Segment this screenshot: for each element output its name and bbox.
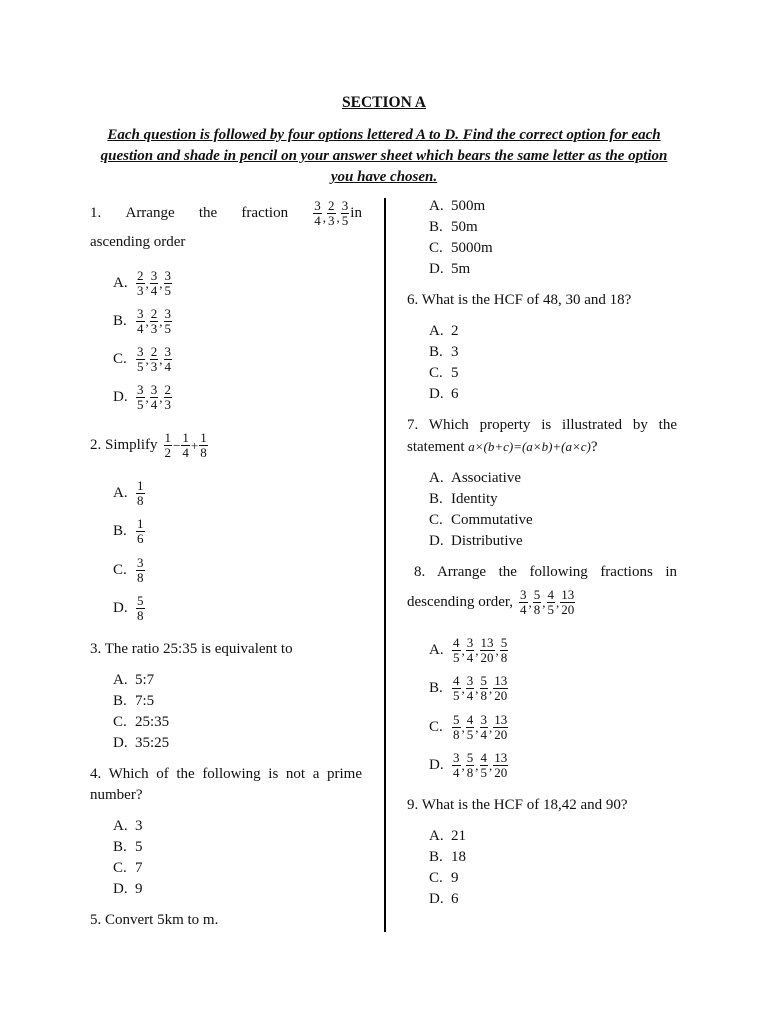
numerator: 3: [466, 673, 474, 689]
option-d[interactable]: [113, 733, 362, 754]
fraction: [136, 383, 145, 412]
option-letter: C.: [113, 350, 127, 367]
numerator: 3: [150, 267, 158, 283]
question-2: [90, 428, 362, 628]
option-d[interactable]: D. $\frac{3}{5}$ , $\frac{3}{4}$ , $\frac{2}{3}$: [113, 381, 171, 412]
option-text: Distributive: [451, 533, 523, 549]
denominator: 5: [480, 765, 487, 781]
numerator: 1: [137, 477, 144, 493]
numerator: 4: [453, 634, 460, 650]
option-d[interactable]: [429, 384, 677, 405]
section-title: SECTION A: [342, 94, 426, 111]
question-text: statement: [407, 439, 465, 455]
option-c[interactable]: [429, 868, 677, 889]
numerator: 1: [164, 429, 172, 445]
numerator: 1: [200, 429, 207, 445]
question-9: [407, 795, 677, 910]
fraction: [164, 345, 173, 374]
question-6: [407, 290, 677, 405]
numerator: 1: [182, 429, 189, 445]
option-text: 50m: [451, 219, 478, 235]
operator: −: [173, 437, 181, 453]
question-1: [90, 196, 362, 416]
question-text: descending order,: [407, 593, 514, 610]
option-letter: B.: [113, 693, 127, 709]
denominator: 5: [164, 282, 171, 298]
denominator: 8: [137, 608, 144, 624]
denominator: 8: [200, 444, 207, 460]
question-8: [407, 562, 677, 785]
denominator: 4: [164, 358, 171, 374]
option-letter: B.: [113, 839, 127, 855]
option-letter: A.: [429, 828, 444, 844]
question-7: [407, 415, 677, 552]
right-column: [407, 196, 677, 910]
question-text: 6. What is the HCF of 48, 30 and 18?: [407, 292, 632, 308]
denominator: 5: [453, 649, 460, 665]
fraction: [341, 199, 350, 228]
option-text: 25:35: [135, 714, 170, 730]
option-b[interactable]: B. $\frac{3}{4}$ , $\frac{2}{3}$ , $\frac{3}{5}$: [113, 305, 171, 336]
option-text: 35:25: [135, 735, 170, 751]
fraction: [560, 588, 575, 617]
fraction: [480, 751, 489, 780]
option-letter: A.: [429, 198, 444, 214]
math-expression: a×(b+c)=(a×b)+(a×c): [468, 439, 591, 454]
denominator: 4: [453, 765, 460, 781]
option-c[interactable]: [429, 363, 677, 384]
option-d[interactable]: [113, 590, 362, 629]
question-text: 3. The ratio 25:35 is equivalent to: [90, 641, 293, 657]
fraction: [164, 383, 173, 412]
option-letter: A.: [113, 818, 128, 834]
option-d[interactable]: [429, 259, 677, 280]
denominator: 8: [453, 726, 460, 742]
option-letter: D.: [113, 600, 128, 617]
option-text: Identity: [451, 491, 498, 507]
option-letter: C.: [429, 870, 443, 886]
option-text: 5: [135, 839, 143, 855]
fraction: [533, 588, 542, 617]
numerator: 3: [164, 305, 171, 321]
option-letter: D.: [429, 757, 444, 774]
denominator: 20: [494, 688, 508, 704]
option-b[interactable]: [429, 847, 677, 868]
option-letter: A.: [429, 323, 444, 339]
fraction: [181, 431, 190, 460]
option-b[interactable]: [113, 837, 362, 858]
numerator: 4: [466, 711, 474, 727]
denominator: 20: [494, 726, 508, 742]
fraction: [136, 345, 145, 374]
option-a[interactable]: [113, 816, 362, 837]
option-c[interactable]: [429, 238, 677, 259]
instructions: Each question is followed by four options lettered A to D. Find the correct option for each question and shade in pencil on your answer sheet which bears the same letter as the option you have chosen.: [100, 127, 668, 185]
question-text: 8. Arrange the following fractions in: [414, 564, 677, 580]
denominator: 5: [137, 396, 144, 412]
option-letter: B.: [429, 219, 443, 235]
denominator: 4: [466, 649, 474, 665]
option-letter: D.: [429, 533, 444, 549]
numerator: 3: [150, 381, 158, 397]
option-a[interactable]: [429, 321, 677, 342]
operator: +: [190, 437, 199, 453]
numerator: 2: [137, 267, 144, 283]
option-a[interactable]: [113, 670, 362, 691]
option-text: 7: [135, 860, 143, 876]
numerator: 13: [494, 750, 508, 766]
fraction: [500, 636, 509, 665]
option-c[interactable]: [429, 510, 677, 531]
denominator: 2: [164, 444, 172, 460]
numerator: 3: [137, 554, 144, 570]
option-text: 9: [451, 870, 459, 886]
option-text: 5000m: [451, 240, 493, 256]
numerator: 5: [500, 634, 508, 650]
option-text: 5:7: [135, 672, 155, 688]
denominator: 4: [137, 320, 144, 336]
fraction: [519, 588, 528, 617]
numerator: 3: [164, 267, 171, 283]
numerator: 2: [164, 381, 171, 397]
question-text: 5. Convert 5km to m.: [90, 912, 219, 928]
option-b[interactable]: [429, 217, 677, 238]
numerator: 2: [150, 343, 158, 359]
numerator: 2: [328, 197, 335, 213]
denominator: 20: [480, 649, 494, 665]
option-letter: A.: [113, 274, 128, 291]
option-letter: D.: [429, 386, 444, 402]
fraction: [480, 713, 489, 742]
numerator: 4: [453, 673, 460, 689]
fraction: [466, 674, 475, 703]
numerator: 3: [520, 586, 527, 602]
option-a[interactable]: [429, 826, 677, 847]
option-a[interactable]: A. $\frac{4}{5}$ , $\frac{3}{4}$ , $\frac{13}{20}$ , $\frac{5}{8}$: [429, 634, 508, 665]
question-text: 9. What is the HCF of 18,42 and 90?: [407, 797, 628, 813]
option-text: 9: [135, 881, 143, 897]
option-text: 2: [451, 323, 459, 339]
option-c[interactable]: [113, 712, 362, 733]
option-d[interactable]: [429, 889, 677, 910]
option-letter: A.: [429, 470, 444, 486]
question-text: 7. Which property is illustrated by the: [407, 417, 677, 433]
fraction: [164, 307, 173, 336]
denominator: 5: [341, 212, 349, 228]
numerator: 5: [466, 750, 474, 766]
numerator: 4: [480, 750, 487, 766]
option-letter: C.: [113, 561, 127, 578]
option-c[interactable]: [113, 551, 362, 590]
option-c[interactable]: C. $\frac{3}{5}$ , $\frac{2}{3}$ , $\frac{3}{4}$: [113, 343, 171, 374]
numerator: 2: [150, 305, 158, 321]
denominator: 3: [150, 320, 158, 336]
denominator: 4: [150, 282, 158, 298]
numerator: 5: [480, 673, 487, 689]
numerator: 3: [314, 197, 321, 213]
option-text: Associative: [451, 470, 521, 486]
denominator: 5: [466, 726, 474, 742]
option-text: 6: [451, 891, 459, 907]
question-3: [90, 639, 362, 754]
numerator: 5: [137, 593, 144, 609]
question-6-options: [429, 321, 677, 405]
denominator: 6: [137, 531, 144, 547]
word: Arrange: [125, 204, 175, 221]
fraction: [150, 307, 159, 336]
question-2-options: [113, 474, 362, 628]
fraction: [493, 674, 508, 703]
option-letter: B.: [113, 312, 127, 329]
option-letter: D.: [113, 881, 128, 897]
denominator: 4: [182, 444, 189, 460]
column-divider: [384, 198, 386, 932]
fraction: [199, 431, 208, 460]
question-1-options: [113, 264, 362, 416]
denominator: 8: [137, 569, 144, 585]
option-text: 5m: [451, 261, 471, 277]
fraction: [493, 713, 508, 742]
option-letter: D.: [429, 261, 444, 277]
option-letter: B.: [429, 344, 443, 360]
option-letter: B.: [429, 849, 443, 865]
fraction: [164, 269, 173, 298]
fraction: [452, 713, 461, 742]
numerator: 13: [480, 634, 494, 650]
fraction: [136, 594, 145, 623]
denominator: 3: [150, 358, 158, 374]
fraction: [466, 751, 475, 780]
fraction: [466, 713, 475, 742]
denominator: 20: [494, 765, 508, 781]
option-b[interactable]: [429, 342, 677, 363]
fraction: [480, 636, 495, 665]
denominator: 5: [164, 320, 171, 336]
fraction: [466, 636, 475, 665]
denominator: 5: [137, 358, 144, 374]
question-number: 1.: [90, 204, 102, 221]
denominator: 8: [466, 765, 474, 781]
numerator: 3: [137, 305, 144, 321]
denominator: 3: [164, 396, 171, 412]
fraction: [150, 345, 159, 374]
denominator: 3: [328, 212, 335, 228]
option-letter: D.: [113, 735, 128, 751]
numerator: 3: [164, 343, 171, 359]
fraction: [164, 431, 173, 460]
option-letter: C.: [113, 714, 127, 730]
fraction-list: $\frac{3}{4}$ , $\frac{2}{3}$ , $\frac{3}{5}$ in: [314, 197, 362, 228]
numerator: 1: [137, 516, 144, 532]
numerator: 3: [137, 381, 144, 397]
word: in: [350, 204, 362, 221]
denominator: 5: [453, 688, 460, 704]
option-letter: C.: [429, 365, 443, 381]
question-text: 4. Which of the following is not a prime number?: [90, 766, 362, 803]
option-letter: C.: [429, 240, 443, 256]
numerator: 3: [341, 197, 349, 213]
option-b[interactable]: [429, 489, 677, 510]
denominator: 20: [561, 601, 575, 617]
denominator: 4: [466, 688, 474, 704]
option-letter: D.: [429, 891, 444, 907]
fraction: [150, 383, 159, 412]
question-1-line-2: ascending order: [90, 234, 186, 250]
option-c[interactable]: [113, 858, 362, 879]
option-a[interactable]: [429, 468, 677, 489]
option-letter: A.: [113, 484, 128, 501]
option-text: 3: [451, 344, 459, 360]
option-text: Commutative: [451, 512, 533, 528]
numerator: 5: [533, 586, 541, 602]
option-a[interactable]: A. $\frac{2}{3}$ , $\frac{3}{4}$ , $\frac{3}{5}$: [113, 267, 171, 298]
denominator: 4: [520, 601, 527, 617]
fraction: [327, 199, 336, 228]
denominator: 8: [500, 649, 508, 665]
fraction: [313, 199, 322, 228]
option-letter: C.: [113, 860, 127, 876]
numerator: 3: [480, 711, 487, 727]
option-text: 5: [451, 365, 459, 381]
question-7-options: [429, 468, 677, 552]
option-b[interactable]: [113, 691, 362, 712]
question-8-line-2: descending order, $\frac{3}{4}$ , $\frac{5}{8}$ , $\frac{4}{5}$ , $\frac{13}{20}$: [407, 586, 575, 617]
denominator: 4: [314, 212, 321, 228]
fraction: [452, 636, 461, 665]
denominator: 8: [137, 492, 144, 508]
fraction: [136, 307, 145, 336]
question-text: 2. Simplify: [90, 436, 158, 453]
denominator: 4: [150, 396, 158, 412]
fraction: [136, 479, 145, 508]
option-letter: B.: [429, 491, 443, 507]
left-column: [90, 196, 362, 931]
option-letter: C.: [429, 512, 443, 528]
fraction: [452, 674, 461, 703]
fraction: [547, 588, 556, 617]
question-9-options: [429, 826, 677, 910]
fraction: [136, 517, 145, 546]
question-3-options: [113, 670, 362, 754]
option-b[interactable]: [113, 513, 362, 552]
option-letter: C.: [429, 718, 443, 735]
question-1-line-1: [90, 196, 362, 230]
fraction: [480, 674, 489, 703]
option-text: 18: [451, 849, 466, 865]
denominator: 5: [547, 601, 555, 617]
question-7-line-2: [407, 436, 677, 458]
option-d[interactable]: [429, 531, 677, 552]
option-b[interactable]: B. $\frac{4}{5}$ , $\frac{3}{4}$ , $\frac{5}{8}$ , $\frac{13}{20}$: [429, 673, 508, 704]
option-letter: A.: [429, 641, 444, 658]
question-mark: ?: [590, 439, 598, 455]
numerator: 5: [453, 711, 460, 727]
denominator: 8: [480, 688, 487, 704]
fraction: [136, 556, 145, 585]
option-letter: B.: [113, 523, 127, 540]
numerator: 13: [494, 711, 508, 727]
question-4-options: [113, 816, 362, 900]
denominator: 3: [137, 282, 144, 298]
word: the: [198, 204, 218, 221]
option-a[interactable]: [113, 474, 362, 513]
question-8-options: [429, 631, 677, 785]
option-d[interactable]: [113, 879, 362, 900]
option-letter: B.: [429, 680, 443, 697]
denominator: 4: [480, 726, 487, 742]
question-5: [90, 910, 362, 931]
option-text: 500m: [451, 198, 486, 214]
option-letter: D.: [113, 388, 128, 405]
fraction: [150, 269, 159, 298]
fraction: [493, 751, 508, 780]
numerator: 3: [453, 750, 460, 766]
option-text: 3: [135, 818, 143, 834]
option-text: 6: [451, 386, 459, 402]
numerator: 13: [494, 673, 508, 689]
numerator: 4: [547, 586, 555, 602]
option-text: 7:5: [135, 693, 155, 709]
option-letter: A.: [113, 672, 128, 688]
fraction: [136, 269, 145, 298]
numerator: 13: [561, 586, 575, 602]
numerator: 3: [137, 343, 144, 359]
numerator: 3: [466, 634, 474, 650]
question-2-line: [90, 428, 362, 462]
option-c[interactable]: C. $\frac{5}{8}$ , $\frac{4}{5}$ , $\frac{3}{4}$ , $\frac{13}{20}$: [429, 711, 508, 742]
question-5-options: [429, 196, 677, 280]
option-text: 21: [451, 828, 466, 844]
option-a[interactable]: [429, 196, 677, 217]
denominator: 8: [533, 601, 541, 617]
fraction: [452, 751, 461, 780]
option-d[interactable]: D. $\frac{3}{4}$ , $\frac{5}{8}$ , $\frac{4}{5}$ , $\frac{13}{20}$: [429, 750, 508, 781]
word: fraction: [241, 204, 289, 221]
question-4: [90, 764, 362, 900]
